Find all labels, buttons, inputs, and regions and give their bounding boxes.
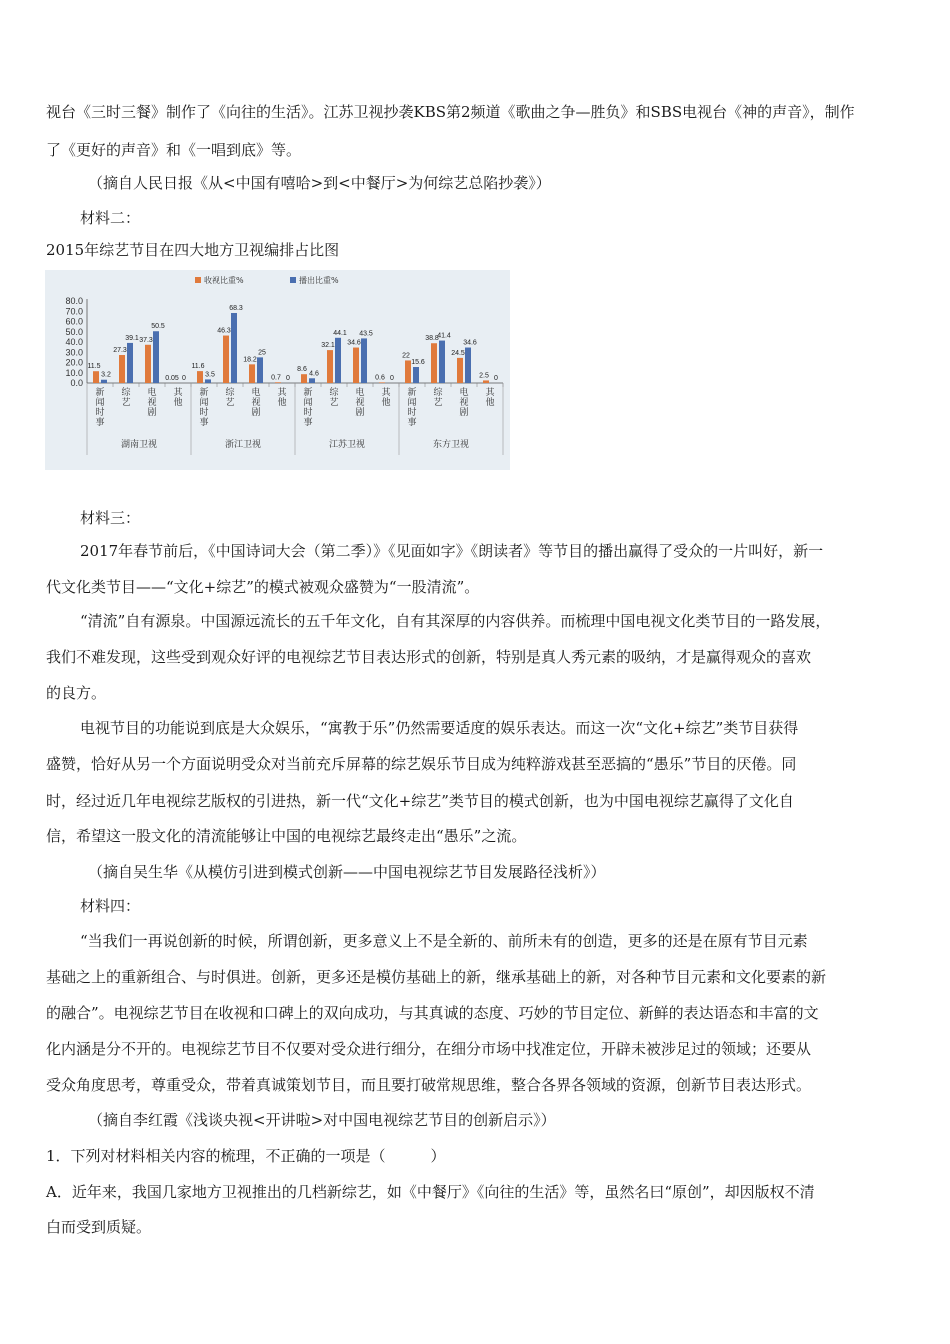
category-label-char: 电 [251, 388, 261, 398]
category-label-char: 时 [199, 408, 209, 418]
category-label-char: 新 [407, 388, 417, 398]
bar-rating [145, 345, 151, 383]
category-label-char: 新 [95, 388, 105, 398]
value-label-rating: 0.05 [165, 374, 179, 382]
value-label-rating: 22 [402, 352, 410, 360]
group-label: 浙江卫视 [224, 440, 262, 450]
text-line: 我们不难发现，这些受到观众好评的电视综艺节目表达形式的创新，特别是真人秀元素的吸纳，才是赢得观众的喜欢 [46, 648, 812, 666]
bar-rating [93, 371, 99, 383]
citation: （摘自吴生华《从模仿引进到模式创新——中国电视综艺节目发展路径浅析》） [88, 863, 606, 881]
citation: （摘自人民日报《从<中国有嘻哈>到<中餐厅>为何综艺总陷抄袭》） [88, 174, 551, 192]
y-tick-label: 60.0 [65, 316, 83, 327]
y-tick-label: 30.0 [65, 347, 83, 358]
value-label-broadcast: 25 [258, 349, 266, 357]
value-label-broadcast: 39.1 [125, 334, 139, 342]
value-label-broadcast: 3.2 [101, 371, 111, 379]
bar-rating [483, 380, 489, 383]
category-label-char: 剧 [147, 408, 157, 418]
group-label: 东方卫视 [432, 440, 470, 450]
value-label-broadcast: 68.3 [229, 304, 243, 312]
bar-rating [379, 382, 385, 383]
section-heading: 材料二： [80, 209, 141, 227]
text-line: 受众角度思考，尊重受众，带着真诚策划节目，而且要打破常规思维，整合各界各领域的资源，创新节目表达形式。 [46, 1076, 812, 1094]
value-label-rating: 38.8 [425, 335, 439, 343]
bar-rating [275, 382, 281, 383]
value-label-broadcast: 0 [182, 375, 186, 382]
category-label-char: 艺 [121, 398, 131, 408]
category-label-char: 闻 [95, 398, 105, 408]
value-label-rating: 46.3 [217, 327, 231, 335]
category-label-char: 其 [485, 388, 495, 398]
legend-swatch-broadcast [290, 277, 296, 283]
bar-broadcast [257, 357, 263, 383]
value-label-rating: 18.2 [243, 356, 257, 364]
text-line: 视台《三时三餐》制作了《向往的生活》。江苏卫视抄袭KBS第2频道《歌曲之争—胜负》和SBS电视台《神的声音》，制作 [46, 103, 855, 121]
value-label-rating: 0.7 [271, 374, 281, 382]
text-line: “清流”自有源泉。中国源远流长的五千年文化，自有其深厚的内容供养。而梳理中国电视文化类节目的一路发展， [80, 612, 831, 630]
value-label-broadcast: 4.6 [309, 370, 319, 378]
category-label-char: 闻 [407, 398, 417, 408]
category-label-char: 闻 [303, 398, 313, 408]
bar-broadcast [101, 380, 107, 383]
value-label-broadcast: 44.1 [333, 329, 347, 337]
group-label: 江苏卫视 [328, 440, 366, 450]
text-line: 盛赞，恰好从另一个方面说明受众对当前充斥屏幕的综艺娱乐节目成为纯粹游戏甚至恶搞的“愚乐”节目的厌倦。同 [46, 755, 797, 773]
value-label-rating: 0.6 [375, 374, 385, 382]
category-label-char: 视 [355, 398, 365, 408]
category-label-char: 他 [381, 398, 391, 408]
value-label-broadcast: 50.5 [151, 323, 165, 331]
category-label-char: 时 [407, 408, 417, 418]
text-line: 基础之上的重新组合、与时俱进。创新，更多还是模仿基础上的新，继承基础上的新，对各种节目元素和文化要素的新 [46, 968, 827, 986]
category-label-char: 综 [329, 388, 339, 398]
text-line: 2017年春节前后，《中国诗词大会（第二季）》《见面如字》《朗读者》等节目的播出赢得了受众的一片叫好，新一 [80, 542, 824, 560]
category-label-char: 视 [459, 398, 469, 408]
bar-broadcast [127, 343, 133, 383]
bar-chart [45, 270, 510, 470]
category-label-char: 视 [147, 398, 157, 408]
y-tick-label: 20.0 [65, 357, 83, 368]
bar-rating [119, 355, 125, 383]
y-tick-label: 70.0 [65, 306, 83, 317]
text-line: 电视节目的功能说到底是大众娱乐，“寓教于乐”仍然需要适度的娱乐表达。而这一次“文化+综艺”类节目获得 [80, 719, 799, 737]
category-label-char: 他 [173, 398, 183, 408]
category-label-char: 艺 [329, 398, 339, 408]
value-label-broadcast: 15.6 [411, 359, 425, 367]
bar-rating [353, 348, 359, 383]
value-label-broadcast: 0 [286, 375, 290, 382]
text-line: 了《更好的声音》和《一唱到底》等。 [46, 141, 302, 159]
bar-broadcast [231, 313, 237, 383]
text-line: 代文化类节目——“文化+综艺”的模式被观众盛赞为“一股清流”。 [46, 578, 480, 596]
text-line: 时，经过近几年电视综艺版权的引进热，新一代“文化+综艺”类节目的模式创新，也为中国电视综艺赢得了文化自 [46, 792, 794, 810]
text-line: 的融合”。电视综艺节目在收视和口碑上的双向成功，与其真诚的态度、巧妙的节目定位、新鲜的表达语态和丰富的文 [46, 1004, 819, 1022]
value-label-rating: 32.1 [321, 342, 335, 350]
text-line: 信，希望这一股文化的清流能够让中国的电视综艺最终走出“愚乐”之流。 [46, 827, 527, 845]
category-label-char: 事 [407, 418, 417, 428]
bar-rating [405, 360, 411, 383]
group-label: 湖南卫视 [120, 440, 158, 450]
category-label-char: 电 [147, 388, 157, 398]
value-label-rating: 8.6 [297, 366, 307, 374]
category-label-char: 电 [459, 388, 469, 398]
bar-broadcast [153, 331, 159, 383]
bar-rating [249, 364, 255, 383]
section-heading: 材料四： [80, 897, 141, 915]
value-label-broadcast: 41.4 [437, 332, 451, 340]
y-tick-label: 80.0 [65, 296, 83, 306]
value-label-rating: 27.3 [113, 347, 127, 355]
y-tick-label: 50.0 [65, 326, 83, 337]
bar-broadcast [309, 378, 315, 383]
bar-broadcast [413, 367, 419, 383]
option-a: A．近年来，我国几家地方卫视推出的几档新综艺，如《中餐厅》《向往的生活》等，虽然名曰“原创”，却因版权不清 [46, 1183, 815, 1201]
category-label-char: 综 [121, 388, 131, 398]
value-label-broadcast: 0 [390, 375, 394, 382]
bar-broadcast [439, 341, 445, 383]
category-label-char: 艺 [225, 398, 235, 408]
value-label-rating: 11.6 [191, 363, 205, 371]
bar-broadcast [205, 379, 211, 383]
value-label-rating: 24.5 [451, 349, 465, 357]
text-line: 的良方。 [46, 684, 107, 702]
bar-rating [327, 350, 333, 383]
category-label-char: 事 [199, 418, 209, 428]
category-label-char: 事 [95, 418, 105, 428]
category-label-char: 新 [303, 388, 313, 398]
category-label-char: 剧 [355, 408, 365, 418]
category-label-char: 剧 [459, 408, 469, 418]
category-label-char: 艺 [433, 398, 443, 408]
category-label-char: 综 [433, 388, 443, 398]
legend-swatch-rating [195, 277, 201, 283]
category-label-char: 剧 [251, 408, 261, 418]
value-label-broadcast: 43.5 [359, 330, 373, 338]
y-tick-label: 0.0 [70, 378, 83, 388]
value-label-broadcast: 3.5 [205, 371, 215, 379]
bar-broadcast [465, 348, 471, 383]
category-label-char: 他 [485, 398, 495, 408]
category-label-char: 其 [381, 388, 391, 398]
text-line: 化内涵是分不开的。电视综艺节目不仅要对受众进行细分，在细分市场中找准定位，开辟未被涉足过的领域；还要从 [46, 1040, 812, 1058]
category-label-char: 时 [303, 408, 313, 418]
bar-rating [457, 358, 463, 383]
citation: （摘自李红霞《浅谈央视<开讲啦>对中国电视综艺节目的创新启示》） [88, 1111, 556, 1129]
legend-label-rating: 收视比重% [204, 276, 244, 285]
chart-title: 2015年综艺节目在四大地方卫视编排占比图 [46, 241, 340, 259]
category-label-char: 新 [199, 388, 209, 398]
bar-broadcast [335, 338, 341, 383]
category-label-char: 其 [277, 388, 287, 398]
bar-rating [197, 371, 203, 383]
bar-broadcast [361, 338, 367, 383]
category-label-char: 电 [355, 388, 365, 398]
value-label-rating: 11.5 [87, 363, 101, 371]
value-label-broadcast: 34.6 [463, 339, 477, 347]
y-tick-label: 40.0 [65, 337, 83, 347]
value-label-rating: 2.5 [479, 372, 489, 380]
category-label-char: 其 [173, 388, 183, 398]
value-label-rating: 34.6 [347, 339, 361, 347]
category-label-char: 他 [277, 398, 287, 408]
category-label-char: 综 [225, 388, 235, 398]
bar-rating [223, 336, 229, 383]
bar-rating [431, 343, 437, 383]
question-stem: 1．下列对材料相关内容的梳理，不正确的一项是（ ） [46, 1147, 446, 1165]
category-label-char: 时 [95, 408, 105, 418]
value-label-rating: 37.3 [139, 336, 153, 344]
category-label-char: 视 [251, 398, 261, 408]
section-heading: 材料三： [80, 509, 141, 527]
bar-rating [301, 374, 307, 383]
value-label-broadcast: 0 [494, 375, 498, 382]
category-label-char: 闻 [199, 398, 209, 408]
text-line: “当我们一再说创新的时候，所谓创新，更多意义上不是全新的、前所未有的创造，更多的还是在原有节目元素 [80, 932, 808, 950]
option-a: 白而受到质疑。 [46, 1218, 152, 1236]
category-label-char: 事 [303, 418, 313, 428]
legend-label-broadcast: 播出比重% [299, 276, 339, 285]
y-tick-label: 10.0 [65, 367, 83, 378]
